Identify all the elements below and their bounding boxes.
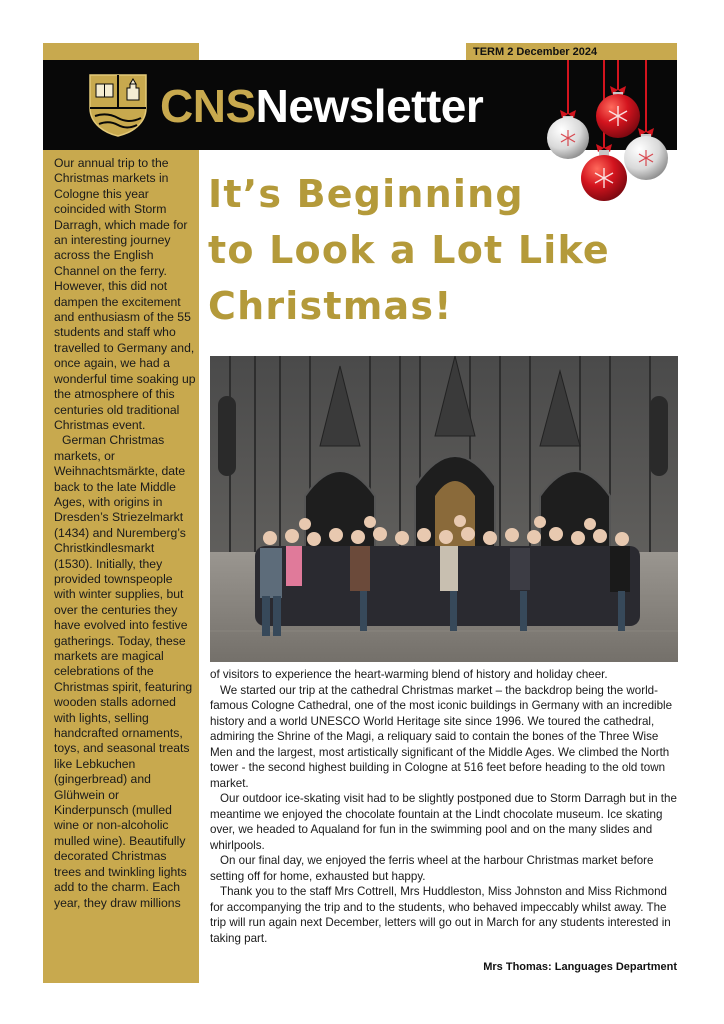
school-crest-icon [87,72,149,138]
masthead-newsletter: Newsletter [255,80,484,132]
sidebar-paragraph-2: German Christmas markets, or Weihnachtsmärkte, date back to the late Middle Ages, with origins in Dresden’s Striezelmarkt (1434) and Nuremberg’s Christkindlesmarkt (1530). Initially, they provided townspeople with winter supplies, but over the centuries they have evolved into festive gatherings. Today, these markets are magical celebrations of the Christmas spirit, featuring wooden stalls adorned with lights, selling handcrafted ornaments, toys, and seasonal treats like Lebkuchen (gingerbread) and Glühwein or Kinderpunsch (mulled wine or non-alcoholic mulled wine). Beautifully decorated Christmas trees and twinkling lights add to the charm. Each year, they draw millions [54,433,193,910]
sidebar-article [54,156,196,911]
article-paragraph-2: We started our trip at the cathedral Christmas market – the backdrop being the world-famous Cologne Cathedral, one of the most iconic buildings in Germany with an incredible history and a world UNESCO World Heritage site since 1996. We toured the cathedral, admiring the Shrine of the Magi, a reliquary said to contain the bones of the Three Wise Men and the largest, most artistically significant of the Middle Ages. We climbed the North tower - the second highest building in Cologne at 516 feet before heading to the old town market. [210,683,673,790]
masthead-title [160,72,483,142]
headline-line-2: to Look a Lot Like [208,228,610,272]
article-paragraph-4: On our final day, we enjoyed the ferris wheel at the harbour Christmas market before setting off for home, exhausted but happy. [210,854,654,883]
term-label: TERM 2 December 2024 [473,46,598,58]
headline [208,166,648,334]
article-paragraph-3: Our outdoor ice-skating visit had to be slightly postponed due to Storm Darragh but in the meantime we enjoyed the chocolate fountain at the Lindt chocolate museum. Ice skating over, we headed to Aqualand for fun in the swimming pool and on the many slides and whirlpools. [210,792,677,852]
sidebar-paragraph-1: Our annual trip to the Christmas markets in Cologne this year coincided with Storm Darragh, which made for an interesting journey across the English Channel on the ferry. However, this did not dampen the excitement and enthusiasm of the 55 students and staff who travelled to Germany and, once again, we had a wonderful time soaking up the atmosphere of this centuries old traditional Christmas event. [54,156,196,432]
cathedral-group-photo [210,356,678,662]
headline-line-1: It’s Beginning [208,172,524,216]
signature: Mrs Thomas: Languages Department [483,961,677,973]
article-paragraph-1: of visitors to experience the heart-warming blend of history and holiday cheer. [210,668,608,681]
article-paragraph-5: Thank you to the staff Mrs Cottrell, Mrs Huddleston, Miss Johnston and Miss Richmond for accompanying the trip and to the students, who behaved impeccably whilst away. The trip will run again next December, letters will go out in March for any students interested in taking part. [210,885,671,945]
article-body [210,667,680,946]
masthead-cns: CNS [160,80,256,132]
headline-line-3: Christmas! [208,284,453,328]
